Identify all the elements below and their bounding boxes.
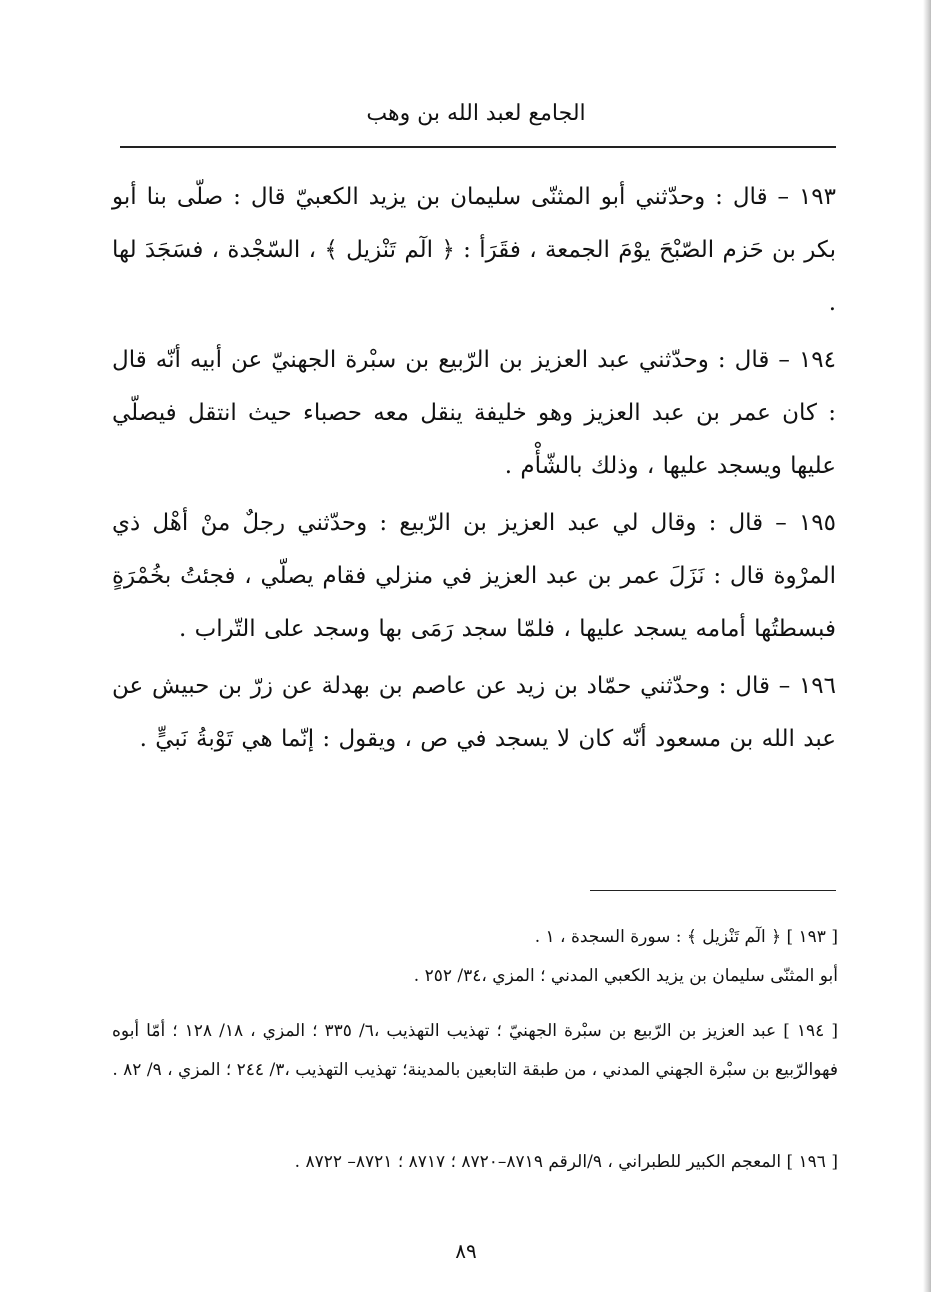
footnote-line: [ ١٩٤ ] عبد العزيز بن الرّبيع بن سبْرة الجهنيّ ؛ تهذيب التهذيب ،٦/ ٣٣٥ ؛ المزي ، ١٨/ ١٢٨ ؛ أمّا أبوه فهوالرّبيع بن سبْرة الجهني المدني ، من طبقة التابعين بالمدينة؛ تهذيب التهذيب ،٣/ ٢٤٤ ؛ المزي ، ٩/ ٨٢ . [112, 1021, 838, 1080]
paragraph-193: ١٩٣ – قال : وحدّثني أبو المثنّى سليمان بن يزيد الكعبيّ قال : صلّى بنا أبو بكر بن حَزم الصّبْحَ يوْمَ الجمعة ، فقَرَأ : ﴿ الٓم تَنْزيل ﴾ ، السّجْدة ، فسَجَدَ لها . [112, 184, 836, 316]
running-title: الجامع لعبد الله بن وهب [366, 101, 586, 126]
footnote-196 [112, 1143, 838, 1182]
header-rule [120, 146, 836, 148]
footnote-line: أبو المثنّى سليمان بن يزيد الكعبي المدني ؛ المزي ،٣٤/ ٢٥٢ . [413, 966, 838, 986]
page-number: ٨٩ [455, 1239, 477, 1263]
paragraph-194: ١٩٤ – قال : وحدّثني عبد العزيز بن الرّبيع بن سبْرة الجهنيّ عن أبيه أنّه قال : كان عمر بن عبد العزيز وهو خليفة ينقل معه حصباء حيث انتقل فيصلّي عليها ويسجد عليها ، وذلك بالشّأْم . [112, 347, 837, 479]
footnote-rule [590, 890, 836, 891]
paragraph-196: ١٩٦ – قال : وحدّثني حمّاد بن زيد عن عاصم بن بهدلة عن زرّ بن حبيش عن عبد الله بن مسعود أنّه كان لا يسجد في ص ، ويقول : إنّما هي تَوْبةُ نَبيٍّ . [112, 673, 836, 752]
footnote-193 [112, 918, 838, 996]
footnote-194 [112, 1012, 838, 1090]
footnote-line: [ ١٩٦ ] المعجم الكبير للطبراني ، ٩/الرقم ٨٧١٩–٨٧٢٠ ؛ ٨٧١٧ ؛ ٨٧٢١– ٨٧٢٢ . [294, 1152, 838, 1172]
paragraph-195: ١٩٥ – قال : وقال لي عبد العزيز بن الرّبيع : وحدّثني رجلٌ منْ أهْل ذي المرْوة قال : نَزَلَ عمر بن عبد العزيز في منزلي فقام يصلّي ، فجئتُ بخُمْرَةٍ فبسطتُها أمامه يسجد عليها ، فلمّا سجد رَمَى بها وسجد على التّراب . [112, 510, 836, 642]
scan-edge-shadow [923, 0, 931, 1292]
footnote-line: [ ١٩٣ ] ﴿ الٓم تَنْزيل ﴾ : سورة السجدة ، ١ . [534, 927, 838, 947]
